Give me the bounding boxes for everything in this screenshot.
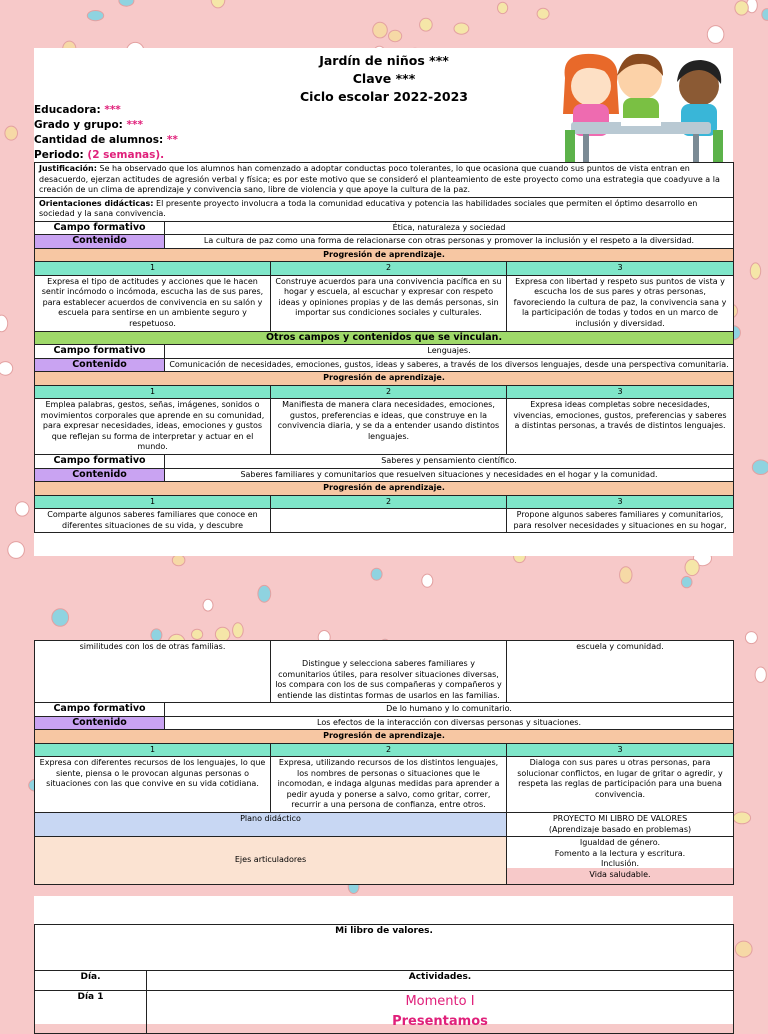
campo-value-3: Saberes y pensamiento científico.	[165, 455, 734, 469]
progression-4-1: Expresa con diferentes recursos de los lenguajes, lo que siente, piensa o le provocan algunas personas o situaciones con las que convive en su vida cotidiana.	[35, 757, 271, 813]
contenido-value-4: Los efectos de la interacción con diversas personas y situaciones.	[165, 716, 734, 730]
campo-row-1	[35, 221, 734, 235]
progression-numbers-4: 1 2 3	[35, 743, 734, 757]
background-dot	[52, 609, 69, 627]
progression-4-3: Dialoga con sus pares u otras personas, para solucionar conflictos, en lugar de gritar o agredir, y respeta las reglas de participación para una buena convivencia.	[507, 757, 734, 813]
progresion-header-4: Progresión de aprendizaje.	[35, 730, 734, 744]
progression-row-2	[35, 399, 734, 455]
background-dot	[745, 632, 757, 644]
contenido-row-3: Contenido Saberes familiares y comunitarios que resuelven situaciones y necesidades en el hogar y la comunidad.	[35, 468, 734, 482]
background-dot	[371, 568, 382, 580]
background-dot	[0, 362, 13, 376]
contenido-value-3: Saberes familiares y comunitarios que resuelven situaciones y necesidades en el hogar y la comunidad.	[165, 468, 734, 482]
dia-header: Día.	[35, 971, 147, 991]
actividades-header: Actividades.	[147, 971, 734, 991]
campo-row-2: Campo formativo Lenguajes.	[35, 345, 734, 359]
progression-3-2b: Distingue y selecciona saberes familiares y comunitarios útiles, para resolver situaciones diversas, los compara con los de sus compañeras y compañeros y entiende las distintas formas de usarlos en las familias.	[271, 641, 507, 703]
planning-table-part2	[34, 640, 734, 885]
progresion-header-1: Progresión de aprendizaje.	[35, 248, 734, 262]
background-dot	[87, 11, 103, 21]
background-dot	[735, 941, 752, 957]
progression-4-2: Expresa, utilizando recursos de los distintos lenguajes, los nombres de personas o situaciones que le incomodan, e indaga algunas medidas para aprender a pedir ayuda y ponerse a salvo, como gritar, correr, recurrir a una persona de confianza, entre otros.	[271, 757, 507, 813]
document-page-1	[34, 48, 733, 556]
dia1-activity	[147, 991, 734, 1034]
background-dot	[192, 629, 203, 639]
background-dot	[750, 263, 760, 279]
progression-2-2: Manifiesta de manera clara necesidades, emociones, gustos, preferencias e ideas, que construye en la convivencia diaria, y se da a entender usando distintos lenguajes.	[271, 399, 507, 455]
libro-title-row	[35, 925, 734, 971]
momento-subtitle: Presentamos	[392, 1014, 488, 1029]
activities-header-row	[35, 971, 734, 991]
contenido-value-2: Comunicación de necesidades, emociones, gustos, ideas y saberes, a través de los diversos lenguajes, desde una perspectiva comunitaria.	[165, 358, 734, 372]
background-dot	[752, 460, 768, 475]
background-dot	[258, 585, 271, 602]
background-dot	[422, 574, 433, 587]
justificacion-text: Se ha observado que los alumnos han comenzado a adoptar conductas poco tolerantes, lo que ocasiona que cuando sus puntos de vista entran en desacuerdo, ejerzan actitudes de agresión verbal y física; es por este motivo que se consideró el planteamiento de este proyecto como una estrategia que coadyuve a la creación de un clima de aprendizaje y convivencia sano, libre de violencia y que apoye la cultura de la paz.	[39, 164, 720, 194]
momento-title: Momento I	[405, 994, 475, 1009]
background-dot	[537, 8, 549, 19]
campo-row-4: Campo formativo De lo humano y lo comunitario.	[35, 703, 734, 717]
progression-2-1: Emplea palabras, gestos, señas, imágenes, sonidos o movimientos corporales que aprende en su comunidad, para expresar necesidades, ideas, emociones y gustos que reflejan su forma de interpretar y actuar en el mundo.	[35, 399, 271, 455]
progression-numbers-2: 1 2 3	[35, 385, 734, 399]
background-dot	[454, 23, 469, 34]
grado-row: Grado y grupo: ***	[34, 119, 144, 131]
background-dot	[0, 315, 8, 332]
progression-row-4	[35, 757, 734, 813]
contenido-row-4: Contenido Los efectos de la interacción con diversas personas y situaciones.	[35, 716, 734, 730]
background-dot	[762, 9, 768, 21]
otros-campos-header: Otros campos y contenidos que se vinculan.	[35, 331, 734, 345]
background-dot	[420, 18, 433, 31]
periodo-row: Periodo: (2 semanas).	[34, 149, 165, 161]
periodo-value: (2 semanas).	[87, 149, 165, 161]
progression-3-3a: Propone algunos saberes familiares y comunitarios, para resolver necesidades y situaciones en su hogar,	[507, 509, 734, 533]
children-at-table-illustration	[543, 48, 733, 166]
school-cycle: Ciclo escolar 2022-2023	[299, 89, 468, 104]
campo-value-2: Lenguajes.	[165, 345, 734, 359]
cantidad-row: Cantidad de alumnos: **	[34, 134, 178, 146]
progression-1-3: Expresa con libertad y respeto sus puntos de vista y escucha los de sus pares y otras personas, favoreciendo la cultura de paz, la convivencia sana y la participación de todas y todos en un marco de inclusión y diversidad.	[507, 275, 734, 331]
background-dot	[681, 576, 692, 587]
background-dot	[755, 667, 766, 682]
plano-label: Plano didáctico	[35, 813, 507, 837]
campo-label: Campo formativo	[35, 221, 165, 235]
school-clave: Clave ***	[352, 71, 416, 86]
progression-1-1: Expresa el tipo de actitudes y acciones que le hacen sentir incómodo o incómoda, escucha las de sus pares, para establecer acuerdos de convivencia en su salón y escuela para sentirse en un ambiente seguro y respetuoso.	[35, 275, 271, 331]
background-dot	[735, 1, 748, 15]
progression-3-3b: escuela y comunidad.	[507, 641, 734, 703]
contenido-label: Contenido	[35, 235, 165, 249]
ejes-row	[35, 837, 734, 885]
orientaciones-row	[35, 197, 734, 221]
school-name: Jardín de niños ***	[319, 53, 449, 68]
libro-title: Mi libro de valores.	[35, 925, 734, 971]
proyecto-title: PROYECTO MI LIBRO DE VALORES (Aprendizaje basado en problemas)	[507, 813, 734, 837]
background-dot	[685, 559, 699, 575]
ejes-list: Igualdad de género. Fomento a la lectura y escritura. Inclusión. Vida saludable.	[507, 837, 734, 885]
background-dot	[233, 623, 244, 638]
contenido-value-1: La cultura de paz como una forma de relacionarse con otras personas y promover la inclusión y el respeto a la diversidad.	[165, 235, 734, 249]
background-dot	[8, 542, 25, 559]
plano-row	[35, 813, 734, 837]
progression-3-1a: Comparte algunos saberes familiares que conoce en diferentes situaciones de su vida, y descubre	[35, 509, 271, 533]
justificacion-row	[35, 163, 734, 198]
cantidad-value: **	[166, 134, 178, 146]
progression-3-1b: similitudes con los de otras familias.	[35, 641, 271, 703]
educadora-row: Educadora: ***	[34, 104, 121, 116]
progression-row-3b	[35, 641, 734, 703]
progression-3-2a	[271, 509, 507, 533]
educadora-value: ***	[104, 104, 121, 116]
grado-value: ***	[126, 119, 144, 131]
orientaciones-text: El presente proyecto involucra a toda la comunidad educativa y potencia las habilidades sociales que permiten el óptimo desarrollo en sociedad y la sana convivencia.	[39, 198, 698, 218]
background-dot	[707, 26, 724, 44]
ejes-label: Ejes articuladores	[35, 837, 507, 885]
background-dot	[119, 0, 134, 6]
progresion-header-3: Progresión de aprendizaje.	[35, 482, 734, 496]
progression-2-3: Expresa ideas completas sobre necesidades, vivencias, emociones, gustos, preferencias y saberes a distintas personas, a través de distintos lenguajes.	[507, 399, 734, 455]
background-dot	[211, 0, 225, 8]
campo-row-3: Campo formativo Saberes y pensamiento científico.	[35, 455, 734, 469]
background-dot	[498, 2, 508, 13]
orientaciones-label: Orientaciones didácticas:	[39, 198, 154, 208]
dia1-label: Día 1	[35, 991, 147, 1034]
background-dot	[733, 812, 750, 824]
document-page-2	[34, 640, 733, 879]
progression-1-2: Construye acuerdos para una convivencia pacífica en su hogar y escuela, al escuchar y expresar con respeto ideas y opiniones propias y de las demás personas, sin importar sus condiciones sociales y culturales.	[271, 275, 507, 331]
justificacion-label: Justificación:	[39, 164, 97, 173]
background-dot	[373, 22, 388, 38]
progression-numbers-1: 1 2 3	[35, 262, 734, 276]
progression-row-1	[35, 275, 734, 331]
contenido-row-1	[35, 235, 734, 249]
background-dot	[15, 502, 29, 516]
document-page-3	[34, 896, 733, 1029]
teacher-info	[34, 103, 178, 163]
progression-row-3a	[35, 509, 734, 533]
background-dot	[203, 599, 213, 611]
background-dot	[389, 30, 402, 41]
progression-numbers-3: 1 2 3	[35, 495, 734, 509]
dia1-row	[35, 991, 734, 1034]
title-block	[214, 52, 554, 106]
campo-value-4: De lo humano y lo comunitario.	[165, 703, 734, 717]
contenido-row-2: Contenido Comunicación de necesidades, emociones, gustos, ideas y saberes, a través de los diversos lenguajes, desde una perspectiva comunitaria.	[35, 358, 734, 372]
background-dot	[620, 567, 632, 583]
background-dot	[172, 555, 185, 566]
background-dot	[5, 126, 18, 140]
activities-table	[34, 924, 734, 1034]
progresion-header-2: Progresión de aprendizaje.	[35, 372, 734, 386]
planning-table-part1	[34, 162, 734, 533]
campo-value-1: Ética, naturaleza y sociedad	[165, 221, 734, 235]
